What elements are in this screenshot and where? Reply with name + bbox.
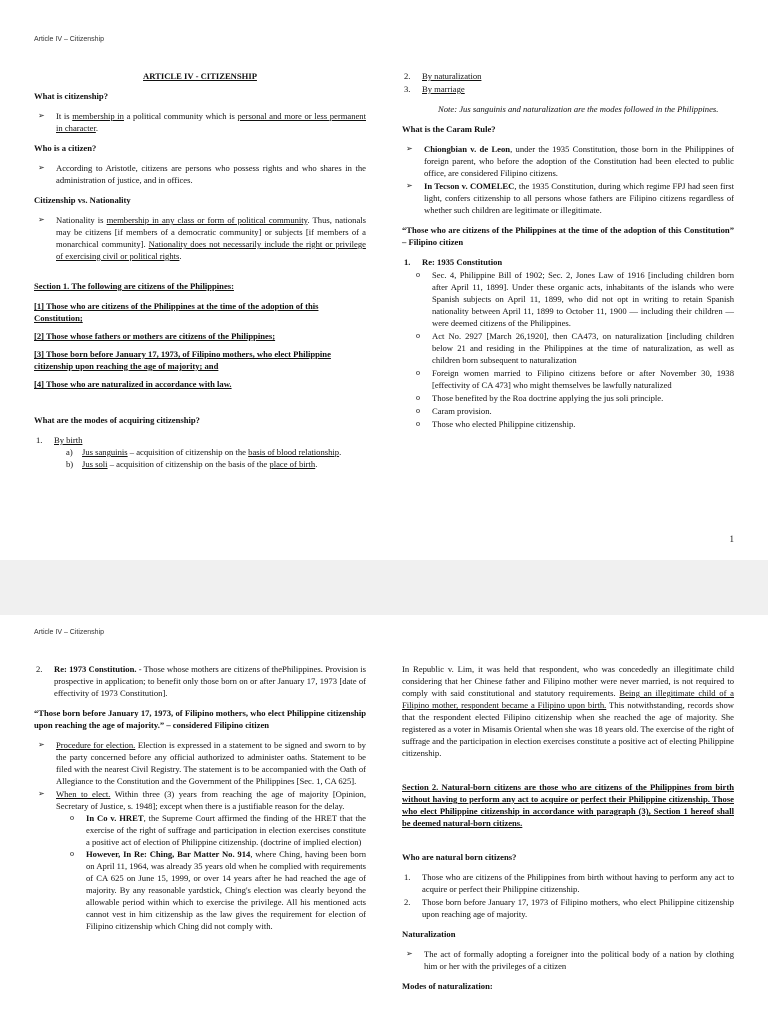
re-1973-list [34,663,366,699]
naturalization-heading: Naturalization [402,929,456,939]
modes-list [34,434,366,470]
question-caram: What is the Caram Rule? [402,124,496,134]
natural-born-list [402,871,734,920]
section-1-item: [2] Those whose fathers or mothers are citizens of the Philippines; [34,331,276,341]
quote-heading: “Those born before January 17, 1973, of Filipino mothers, who elect Philippine citizenship upon reaching the age of majority.” – considered Filipino citizen [34,708,366,730]
re-1935-list [402,256,734,430]
list-item: 2. By naturalization [404,71,482,81]
question-citizenship: What is citizenship? [34,91,109,101]
section-1-item: [4] Those who are naturalized in accordance with law. [34,379,232,389]
answer-list [34,214,366,262]
section-1-item: [3] Those born before January 17, 1973, of Filipino mothers, who elect Philippine citizenship upon reaching the age of majority; and [34,349,331,371]
list-item: ➢ Chiongbian v. de Leon, under the 1935 Constitution, those born in the Philippines of foreign parent, who before the adoption of the Constitution had been elected to public office, are considered Filipino citizens. [402,143,734,179]
running-header: Article IV – Citizenship [34,36,105,43]
list-item: ➢ It is membership in a political community which is personal and more or less permanent in character. [34,110,366,134]
sub-item: o However, In Re: Ching, Bar Matter No. 914, where Ching, having been born on April 11, 1964, was already 35 years old when he complied with requirements of CA 625 on June 15, 1999, or over 14 years after he had reached the age of majority. By any reasonable yardstick, Ching's election was clearly beyond the allowable period within which to exercise the privilege. All his mentioned acts cannot vest in him citizenship as the law gives the requirement for election of Filipino citizenship which Ching did not comply with. [56,848,366,932]
page-gap [0,560,768,615]
list-item: ➢ Procedure for election. Election is expressed in a statement to be signed and sworn to by the party concerned before any official authorized to administer oaths. Statement to be filed with the nearest Civil Registry. The statement is to be accompanied with the Oath of Allegiance to the Constitution and the Government of the Philippines [Sec. 1, CA 625]. [34,739,366,787]
sub-item: a) Jus sanguinis – acquisition of citizenship on the basis of blood relationship. [66,447,342,457]
section-1-item: [1] Those who are citizens of the Philippines at the time of the adoption of this Constitution; [34,301,319,323]
page-number: 1 [729,534,734,544]
sub-item: o Those benefited by the Roa doctrine applying the jus soli principle. [402,392,734,404]
question-citizen: Who is a citizen? [34,143,97,153]
right-column [402,663,734,1000]
sub-item: b) Jus soli – acquisition of citizenship on the basis of the place of birth. [66,459,318,469]
list-item: 3. By marriage [404,84,465,94]
caram-list [402,143,734,216]
left-column [34,663,366,940]
sub-item: o Sec. 4, Philippine Bill of 1902; Sec. 2, Jones Law of 1916 [including children born after April 11, 1899]. Under these organic acts, inhabitants of the islands who were Spanish subjects on April 11, 1899, who did not opt in writing to retain Spanish nationality between April 11, 1899 to October 11, 1900 — including their children — were deemed citizens of the Philippines. [402,269,734,329]
list-item: 1. Re: 1935 Constitution [404,257,503,267]
modes-of-naturalization-heading: Modes of naturalization: [402,981,493,991]
running-header: Article IV – Citizenship [34,629,105,636]
naturalization-list [402,948,734,972]
question-nationality: Citizenship vs. Nationality [34,195,131,205]
note: Note: Jus sanguinis and naturalization are the modes followed in the Philippines. [438,104,719,114]
article-title: ARTICLE IV - CITIZENSHIP [143,71,257,81]
election-list [34,739,366,932]
question-modes: What are the modes of acquiring citizenship? [34,415,200,425]
list-item: 1. By birth a) Jus sanguinis – acquisition of citizenship on the basis of blood relationship. b) Jus soli – acquisition of citizenship on the basis of the place of birth. [34,434,366,470]
answer-list [34,110,366,134]
document-page-2 [0,615,768,1024]
sub-item: o Those who elected Philippine citizenship. [402,418,734,430]
list-item: 2. Re: 1973 Constitution. - Those whose mothers are citizens of thePhilippines. Provision is prospective in application; to benefit only those born on or after January 17, 1973 [date of effectivity of 1973 Constitution]. [36,664,366,698]
list-item: ➢ When to elect. Within three (3) years from reaching the age of majority [Opinion, Secretary of Justice, s. 1948]; except when there is a justifiable reason for the delay. o In Co v. HRET, the Supreme Court affirmed the finding of the HRET that the exercise of the right of suffrage and participation in election exercises constitute a positive act of election of Philippine citizenship. (doctrine of implied election) o However, In Re: Ching, Bar Matter No. 914, where Ching, having been born on April 11, 1964, was already 35 years old when he complied with requirements of CA 625 on June 15, 1999, or over 14 years after he had reached the age of majority. By any reasonable yardstick, Ching's election was clearly beyond the allowable period within which to exercise the privilege. All his mentioned acts cannot vest in him citizenship as the law gives the requirement for election of Filipino citizenship which Ching did not comply with. [34,788,366,932]
modes-list-continued [402,70,734,95]
list-item: 1. Those who are citizens of the Philippines from birth without having to perform any act to acquire or perfect their Philippine citizenship. [404,872,734,894]
sub-item: o Foreign women married to Filipino citizens before or after November 30, 1938 [effectivity of CA 473] who might themselves be lawfully naturalized [402,367,734,391]
question-natural-born: Who are natural born citizens? [402,852,517,862]
section-1-heading: Section 1. The following are citizens of the Philippines: [34,281,234,291]
list-item: ➢ Nationality is membership in any class or form of political community. Thus, nationals may be citizens [if members of a democratic community] or subjects [if members of a monarchical community]. Nationality does not necessarily include the right or privilege of exercising civil or political rights. [34,214,366,262]
right-column [402,70,734,438]
sub-item: o Caram provision. [402,405,734,417]
list-item: 2. Those born before January 17, 1973 of Filipino mothers, who elect Philippine citizenship upon reaching age of majority. [404,897,734,919]
sub-item: o In Co v. HRET, the Supreme Court affirmed the finding of the HRET that the exercise of the right of suffrage and participation in election exercises constitute a positive act of election of Philippine citizenship. (doctrine of implied election) [56,812,366,848]
list-item: ➢ According to Aristotle, citizens are persons who possess rights and who shares in the administration of justice, and in offices. [34,162,366,186]
section-2-text: Section 2. Natural-born citizens are those who are citizens of the Philippines from birth without having to perform any act to acquire or perfect their Philippine citizenship. Those who elect Philippine citizenship in accordance with paragraph (3), Section 1 hereof shall be deemed natural-born citizens. [402,782,734,828]
list-item: ➢ In Tecson v. COMELEC, the 1935 Constitution, during which regime FPJ had seen first light, confers citizenship to all persons whose fathers are Filipino citizens regardless of whether such children are legitimate or illegitimate. [402,180,734,216]
lim-paragraph: In Republic v. Lim, it was held that respondent, who was concededly an illegitimate child considering that her Chinese father and Filipino mother were never married, is not required to comply with said constitutional and statutory requirements. Being an illegitimate child of a Filipino mother, respondent became a Filipino upon birth. This notwithstanding, records show that the respondent elected Filipino citizenship when she reached the age of majority. She registered as a voter in Misamis Oriental when she was 18 years old. The exercise of the right of suffrage and the participation in election exercises constitute a positive act of electing Philippine citizenship. [402,664,735,758]
sub-item: o Act No. 2927 [March 26,1920], then CA473, on naturalization [including children below 21 and residing in the Philippines at the time of naturalization, as well as children born subsequent to naturalization [402,330,734,366]
list-item: ➢ The act of formally adopting a foreigner into the political body of a nation by clothing him or her with the privileges of a citizen [402,948,734,972]
left-column [34,70,366,478]
quote-heading: “Those who are citizens of the Philippines at the time of the adoption of this Constitution” – Filipino citizen [402,225,734,247]
answer-list [34,162,366,186]
